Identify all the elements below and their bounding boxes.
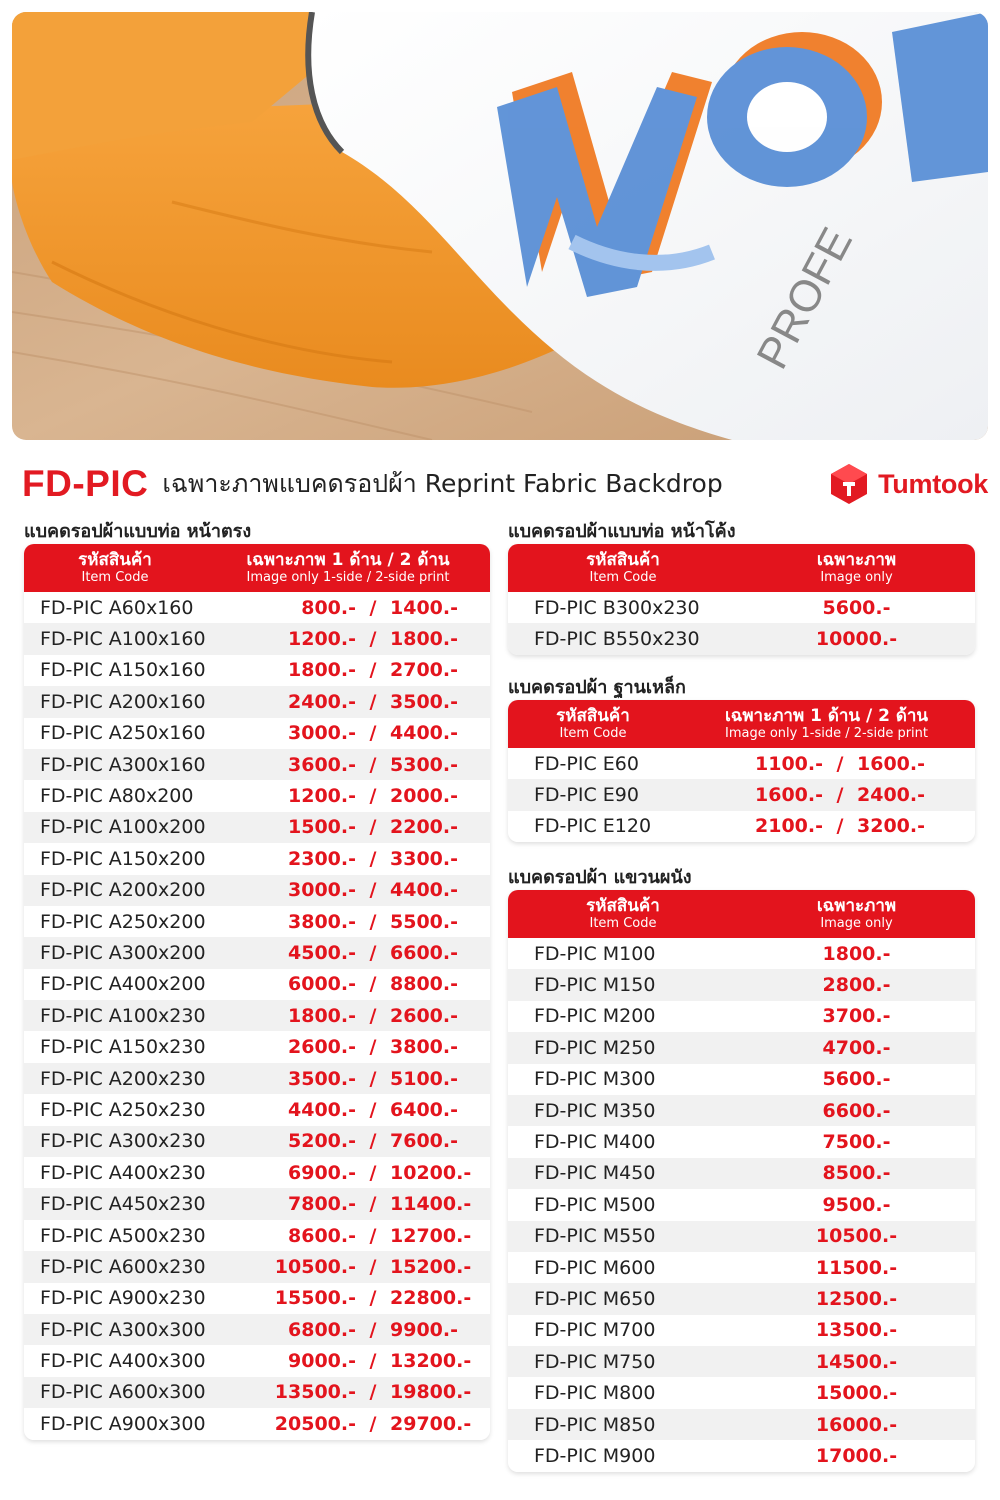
- table-row: [24, 1094, 490, 1125]
- product-subtitle: เฉพาะภาพแบคดรอปผ้า Reprint Fabric Backdrop: [162, 469, 723, 498]
- item-code: FD-PIC A100x200: [40, 816, 206, 839]
- table-row: [508, 592, 975, 623]
- price-separator: /: [369, 690, 377, 713]
- table-row: [24, 1000, 490, 1031]
- price-one-side: 20500.-: [274, 1412, 356, 1435]
- price-one-side: 6900.-: [288, 1161, 356, 1184]
- price-one-side: 1200.-: [288, 628, 356, 651]
- price-image-only: 9500.-: [822, 1193, 891, 1216]
- price-separator: /: [369, 1004, 377, 1027]
- title-bar: [22, 458, 988, 510]
- item-code: FD-PIC A250x230: [40, 1098, 206, 1121]
- table-row: [508, 1158, 975, 1189]
- price-two-side: 8800.-: [390, 973, 458, 996]
- price-two-side: 19800.-: [390, 1381, 472, 1404]
- price-separator: /: [836, 784, 844, 807]
- price-one-side: 15500.-: [274, 1287, 356, 1310]
- price-one-side: 4400.-: [288, 1098, 356, 1121]
- item-code: FD-PIC A80x200: [40, 785, 194, 808]
- item-code: FD-PIC A300x160: [40, 753, 206, 776]
- price-separator: /: [369, 596, 377, 619]
- price-two-side: 3200.-: [857, 815, 925, 838]
- table-straight-tube: [24, 520, 490, 1440]
- price-one-side: 6000.-: [288, 973, 356, 996]
- table-row: [508, 1377, 975, 1408]
- price-image-only: 14500.-: [815, 1350, 898, 1373]
- table-row: [508, 623, 975, 654]
- header-item-code: รหัสสินค้า Item Code: [556, 705, 630, 741]
- price-one-side: 1500.-: [288, 816, 356, 839]
- table-row: [508, 1189, 975, 1220]
- table-row: [24, 1408, 490, 1439]
- item-code: FD-PIC M500: [534, 1193, 656, 1216]
- item-code: FD-PIC M850: [534, 1413, 656, 1436]
- table-header: [508, 890, 975, 938]
- table-row: [24, 906, 490, 937]
- price-one-side: 1800.-: [288, 659, 356, 682]
- price-image-only: 12500.-: [815, 1287, 898, 1310]
- item-code: FD-PIC A600x300: [40, 1381, 206, 1404]
- header-item-code: รหัสสินค้า Item Code: [78, 549, 152, 585]
- table-body: [24, 592, 490, 1440]
- item-code: FD-PIC M150: [534, 974, 656, 997]
- item-code: FD-PIC A200x160: [40, 690, 206, 713]
- table-curved-tube: [508, 520, 975, 655]
- item-code: FD-PIC B550x230: [534, 628, 700, 651]
- price-separator: /: [369, 816, 377, 839]
- brand-name: Tumtook: [878, 468, 988, 499]
- price-image-only: 10500.-: [815, 1225, 898, 1248]
- price-table: [508, 544, 975, 655]
- price-two-side: 29700.-: [390, 1412, 472, 1435]
- header-price: เฉพาะภาพ 1 ด้าน / 2 ด้าน Image only 1-side / 2-side print: [724, 705, 929, 741]
- price-two-side: 3300.-: [390, 847, 458, 870]
- price-separator: /: [369, 1318, 377, 1341]
- table-row: [24, 843, 490, 874]
- item-code: FD-PIC A300x200: [40, 941, 206, 964]
- table-row: [24, 749, 490, 780]
- item-code: FD-PIC A500x230: [40, 1224, 206, 1247]
- price-separator: /: [369, 1036, 377, 1059]
- price-image-only: 13500.-: [815, 1319, 898, 1342]
- price-separator: /: [369, 1130, 377, 1153]
- price-one-side: 10500.-: [274, 1255, 356, 1278]
- item-code: FD-PIC E120: [534, 815, 652, 838]
- price-two-side: 2600.-: [390, 1004, 458, 1027]
- table-row: [508, 1315, 975, 1346]
- price-one-side: 1200.-: [288, 785, 356, 808]
- price-two-side: 1600.-: [857, 752, 925, 775]
- price-two-side: 22800.-: [390, 1287, 472, 1310]
- table-row: [508, 1032, 975, 1063]
- table-row: [508, 1283, 975, 1314]
- price-one-side: 2600.-: [288, 1036, 356, 1059]
- price-one-side: 1800.-: [288, 1004, 356, 1027]
- header-price: เฉพาะภาพ Image only: [816, 895, 897, 931]
- table-row: [508, 779, 975, 810]
- table-row: [24, 1031, 490, 1062]
- item-code: FD-PIC A400x200: [40, 973, 206, 996]
- price-two-side: 6600.-: [390, 941, 458, 964]
- header-item-code: รหัสสินค้า Item Code: [586, 895, 660, 931]
- price-one-side: 4500.-: [288, 941, 356, 964]
- price-two-side: 4400.-: [390, 879, 458, 902]
- item-code: FD-PIC A250x160: [40, 722, 206, 745]
- price-table: [508, 890, 975, 1472]
- table-row: [24, 686, 490, 717]
- item-code: FD-PIC M350: [534, 1099, 656, 1122]
- price-one-side: 2300.-: [288, 847, 356, 870]
- price-separator: /: [369, 659, 377, 682]
- item-code: FD-PIC A150x160: [40, 659, 206, 682]
- section-title: แบคดรอปผ้า ฐานเหล็ก: [508, 677, 686, 698]
- price-separator: /: [836, 752, 844, 775]
- price-image-only: 8500.-: [822, 1162, 891, 1185]
- price-one-side: 3600.-: [288, 753, 356, 776]
- price-two-side: 7600.-: [390, 1130, 458, 1153]
- price-separator: /: [369, 1193, 377, 1216]
- table-body: [508, 938, 975, 1472]
- item-code: FD-PIC A450x230: [40, 1193, 206, 1216]
- item-code: FD-PIC M900: [534, 1444, 656, 1467]
- item-code: FD-PIC A200x230: [40, 1067, 206, 1090]
- price-separator: /: [369, 1287, 377, 1310]
- item-code: FD-PIC M650: [534, 1287, 656, 1310]
- table-row: [24, 875, 490, 906]
- section-title: แบคดรอปผ้า แขวนผนัง: [508, 867, 692, 888]
- price-two-side: 11400.-: [390, 1193, 472, 1216]
- photo-print-text: PROFE: [747, 219, 862, 377]
- section-title: แบคดรอปผ้าแบบท่อ หน้าตรง: [24, 521, 252, 542]
- table-wall-hanging: [508, 866, 975, 1472]
- table-row: [24, 1063, 490, 1094]
- price-two-side: 6400.-: [390, 1098, 458, 1121]
- price-one-side: 13500.-: [274, 1381, 356, 1404]
- price-two-side: 1400.-: [390, 596, 458, 619]
- price-two-side: 2700.-: [390, 659, 458, 682]
- price-image-only: 3700.-: [822, 1005, 891, 1028]
- price-two-side: 2400.-: [857, 784, 925, 807]
- table-row: [508, 938, 975, 969]
- table-row: [24, 1283, 490, 1314]
- price-one-side: 2400.-: [288, 690, 356, 713]
- price-image-only: 7500.-: [822, 1131, 891, 1154]
- price-image-only: 10000.-: [815, 628, 898, 651]
- price-separator: /: [369, 1224, 377, 1247]
- section-title: แบคดรอปผ้าแบบท่อ หน้าโค้ง: [508, 521, 736, 542]
- price-one-side: 2100.-: [755, 815, 823, 838]
- price-two-side: 3800.-: [390, 1036, 458, 1059]
- price-separator: /: [369, 1161, 377, 1184]
- price-one-side: 1600.-: [755, 784, 823, 807]
- item-code: FD-PIC A250x200: [40, 910, 206, 933]
- table-row: [508, 1346, 975, 1377]
- product-code-title: FD-PIC: [22, 463, 149, 504]
- price-separator: /: [369, 1255, 377, 1278]
- table-row: [24, 780, 490, 811]
- price-one-side: 5200.-: [288, 1130, 356, 1153]
- price-separator: /: [836, 815, 844, 838]
- table-row: [24, 718, 490, 749]
- item-code: FD-PIC A900x230: [40, 1287, 206, 1310]
- table-row: [508, 811, 975, 842]
- item-code: FD-PIC A100x160: [40, 628, 206, 651]
- item-code: FD-PIC A200x200: [40, 879, 206, 902]
- table-row: [508, 1221, 975, 1252]
- price-one-side: 8600.-: [288, 1224, 356, 1247]
- price-separator: /: [369, 910, 377, 933]
- price-image-only: 16000.-: [815, 1413, 898, 1436]
- item-code: FD-PIC M800: [534, 1382, 656, 1405]
- table-row: [24, 592, 490, 623]
- price-two-side: 2200.-: [390, 816, 458, 839]
- price-image-only: 5600.-: [822, 596, 891, 619]
- price-one-side: 9000.-: [288, 1350, 356, 1373]
- table-row: [508, 748, 975, 779]
- item-code: FD-PIC A600x230: [40, 1255, 206, 1278]
- price-one-side: 1100.-: [755, 752, 823, 775]
- tumtook-box-icon: [826, 461, 872, 507]
- table-row: [24, 812, 490, 843]
- table-row: [508, 1095, 975, 1126]
- price-image-only: 4700.-: [822, 1036, 891, 1059]
- price-image-only: 5600.-: [822, 1068, 891, 1091]
- price-two-side: 4400.-: [390, 722, 458, 745]
- item-code: FD-PIC M200: [534, 1005, 656, 1028]
- table-body: [508, 748, 975, 842]
- price-separator: /: [369, 722, 377, 745]
- price-image-only: 1800.-: [822, 942, 891, 965]
- price-two-side: 2000.-: [390, 785, 458, 808]
- header-price: เฉพาะภาพ Image only: [816, 549, 897, 585]
- item-code: FD-PIC M600: [534, 1256, 656, 1279]
- table-header: [508, 700, 975, 748]
- header-item-code: รหัสสินค้า Item Code: [586, 549, 660, 585]
- table-row: [24, 1220, 490, 1251]
- price-two-side: 5500.-: [390, 910, 458, 933]
- table-row: [508, 1001, 975, 1032]
- item-code: FD-PIC A150x230: [40, 1036, 206, 1059]
- price-table: [508, 700, 975, 842]
- price-image-only: 15000.-: [815, 1382, 898, 1405]
- item-code: FD-PIC M700: [534, 1319, 656, 1342]
- table-header: [24, 544, 490, 592]
- price-table: [24, 544, 490, 1440]
- hero-photo: [12, 12, 988, 440]
- table-steel-base: [508, 676, 975, 842]
- table-row: [24, 1157, 490, 1188]
- price-separator: /: [369, 1098, 377, 1121]
- table-row: [24, 1188, 490, 1219]
- price-two-side: 10200.-: [390, 1161, 472, 1184]
- table-row: [24, 1345, 490, 1376]
- table-row: [508, 1440, 975, 1471]
- price-one-side: 3000.-: [288, 722, 356, 745]
- price-two-side: 13200.-: [390, 1350, 472, 1373]
- item-code: FD-PIC M550: [534, 1225, 656, 1248]
- price-separator: /: [369, 628, 377, 651]
- item-code: FD-PIC E90: [534, 784, 639, 807]
- table-row: [24, 1314, 490, 1345]
- price-one-side: 800.-: [301, 596, 356, 619]
- price-one-side: 3800.-: [288, 910, 356, 933]
- table-row: [508, 1409, 975, 1440]
- table-row: [24, 937, 490, 968]
- item-code: FD-PIC M750: [534, 1350, 656, 1373]
- price-separator: /: [369, 785, 377, 808]
- table-row: [508, 1064, 975, 1095]
- price-separator: /: [369, 847, 377, 870]
- price-image-only: 11500.-: [815, 1256, 898, 1279]
- item-code: FD-PIC E60: [534, 752, 639, 775]
- price-separator: /: [369, 1381, 377, 1404]
- price-one-side: 3500.-: [288, 1067, 356, 1090]
- price-image-only: 17000.-: [815, 1444, 898, 1467]
- table-body: [508, 592, 975, 655]
- table-row: [24, 1126, 490, 1157]
- item-code: FD-PIC M450: [534, 1162, 656, 1185]
- price-separator: /: [369, 1412, 377, 1435]
- item-code: FD-PIC A900x300: [40, 1412, 206, 1435]
- price-separator: /: [369, 753, 377, 776]
- price-one-side: 7800.-: [288, 1193, 356, 1216]
- price-two-side: 9900.-: [390, 1318, 458, 1341]
- table-row: [24, 623, 490, 654]
- table-row: [508, 1126, 975, 1157]
- table-row: [24, 969, 490, 1000]
- item-code: FD-PIC A150x200: [40, 847, 206, 870]
- price-separator: /: [369, 941, 377, 964]
- price-two-side: 3500.-: [390, 690, 458, 713]
- price-two-side: 1800.-: [390, 628, 458, 651]
- price-two-side: 5100.-: [390, 1067, 458, 1090]
- fabric-backdrop-photo: [12, 12, 988, 440]
- table-row: [24, 655, 490, 686]
- item-code: FD-PIC A300x300: [40, 1318, 206, 1341]
- item-code: FD-PIC A60x160: [40, 596, 194, 619]
- price-separator: /: [369, 879, 377, 902]
- table-row: [24, 1377, 490, 1408]
- table-header: [508, 544, 975, 592]
- price-one-side: 6800.-: [288, 1318, 356, 1341]
- price-two-side: 15200.-: [390, 1255, 472, 1278]
- price-two-side: 5300.-: [390, 753, 458, 776]
- price-separator: /: [369, 1350, 377, 1373]
- item-code: FD-PIC A300x230: [40, 1130, 206, 1153]
- price-image-only: 6600.-: [822, 1099, 891, 1122]
- price-image-only: 2800.-: [822, 974, 891, 997]
- item-code: FD-PIC M300: [534, 1068, 656, 1091]
- header-price: เฉพาะภาพ 1 ด้าน / 2 ด้าน Image only 1-side / 2-side print: [246, 549, 450, 585]
- item-code: FD-PIC M100: [534, 942, 656, 965]
- item-code: FD-PIC A400x230: [40, 1161, 206, 1184]
- item-code: FD-PIC M400: [534, 1131, 656, 1154]
- item-code: FD-PIC A100x230: [40, 1004, 206, 1027]
- item-code: FD-PIC M250: [534, 1036, 656, 1059]
- item-code: FD-PIC B300x230: [534, 596, 700, 619]
- table-row: [508, 969, 975, 1000]
- price-separator: /: [369, 973, 377, 996]
- item-code: FD-PIC A400x300: [40, 1350, 206, 1373]
- price-separator: /: [369, 1067, 377, 1090]
- table-row: [24, 1251, 490, 1282]
- tumtook-logo: [826, 461, 988, 507]
- table-row: [508, 1252, 975, 1283]
- price-one-side: 3000.-: [288, 879, 356, 902]
- price-two-side: 12700.-: [390, 1224, 472, 1247]
